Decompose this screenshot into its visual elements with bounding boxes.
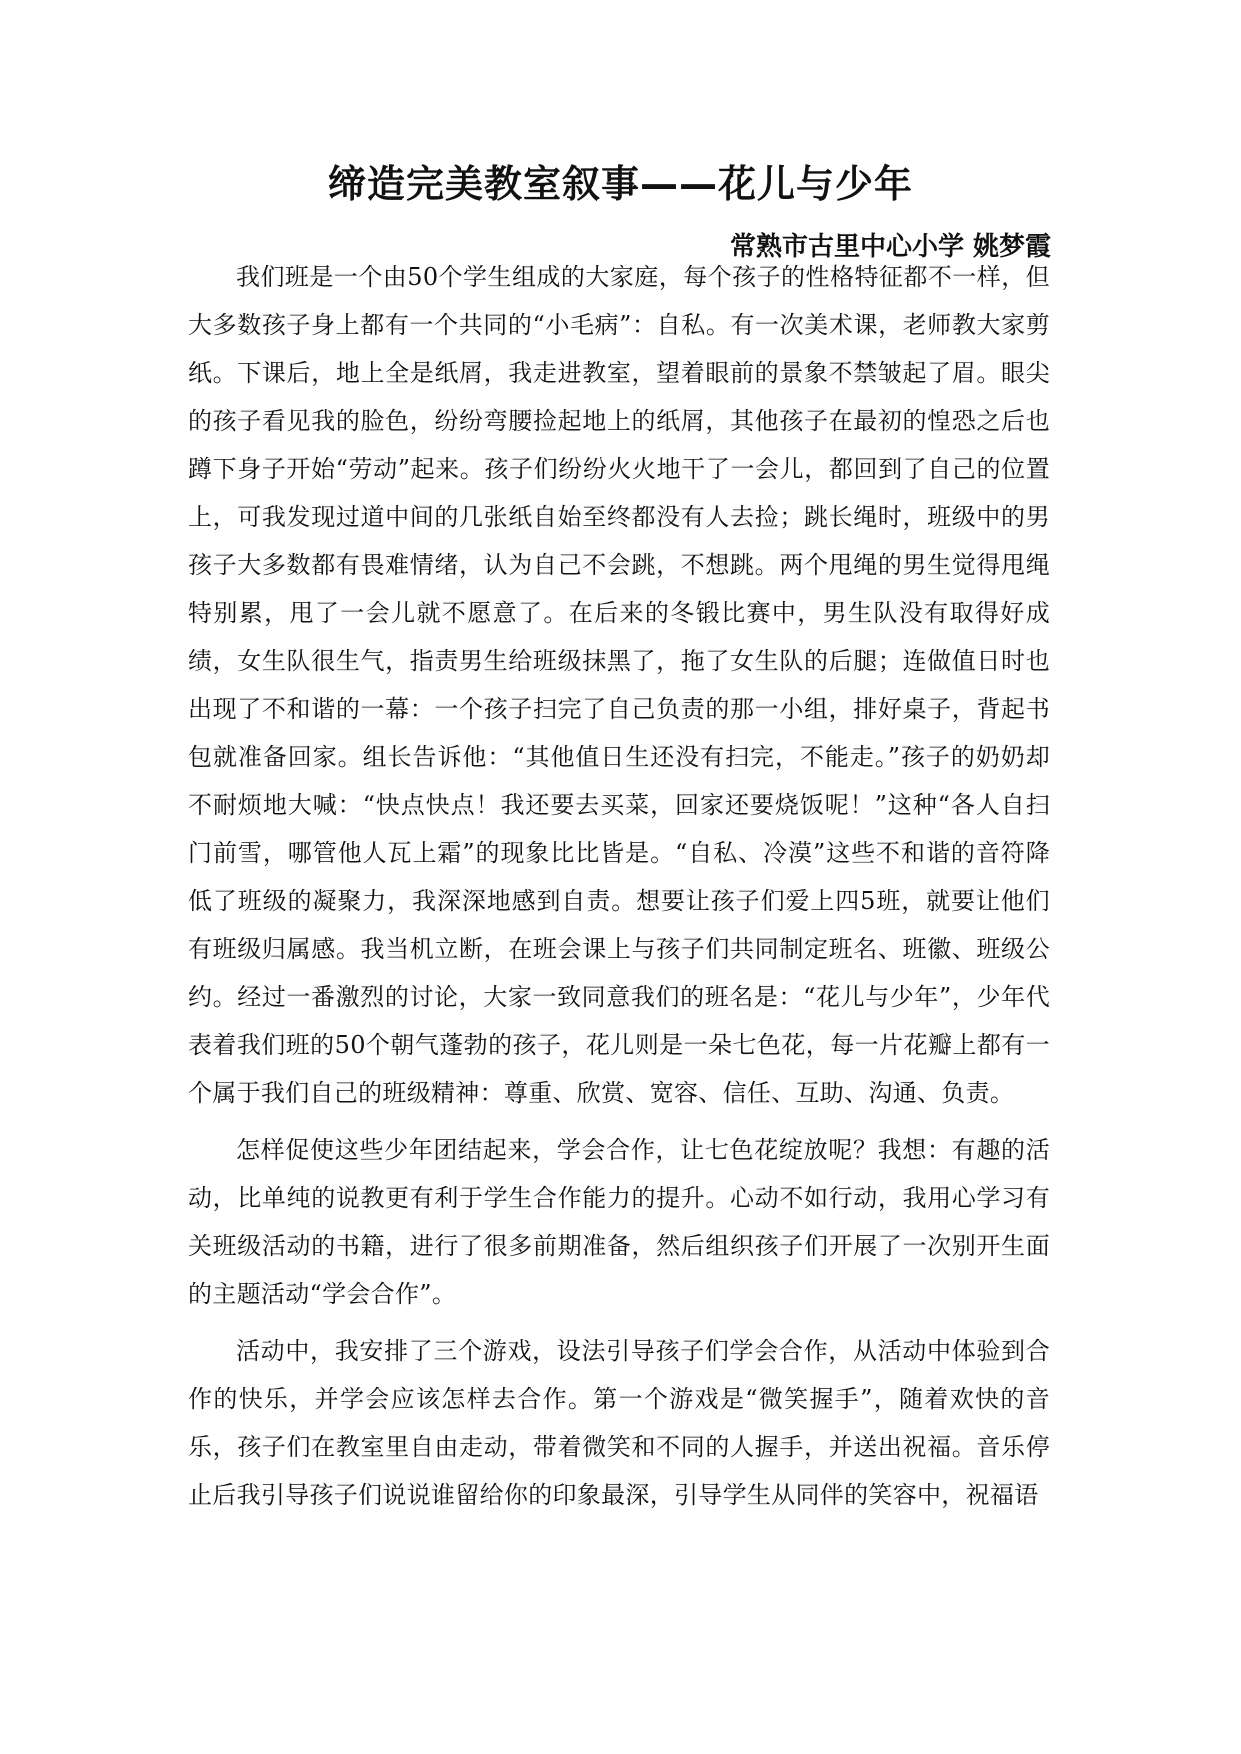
body-paragraph: 怎样促使这些少年团结起来，学会合作，让七色花绽放呢？我想：有趣的活动，比单纯的说教更有利于学生合作能力的提升。心动不如行动，我用心学习有关班级活动的书籍，进行了很多前期准备，然后组织孩子们开展了一次别开生面的主题活动“学会合作”。	[188, 1136, 1050, 1308]
author-line: 常熟市古里中心小学 姚梦霞	[729, 232, 1051, 262]
body-paragraph: 我们班是一个由50个学生组成的大家庭，每个孩子的性格特征都不一样，但大多数孩子身上都有一个共同的“小毛病”：自私。有一次美术课，老师教大家剪纸。下课后，地上全是纸屑，我走进教室，望着眼前的景象不禁皱起了眉。眼尖的孩子看见我的脸色，纷纷弯腰捡起地上的纸屑，其他孩子在最初的惶恐之后也蹲下身子开始“劳动”起来。孩子们纷纷火火地干了一会儿，都回到了自己的位置上，可我发现过道中间的几张纸自始至终都没有人去捡；跳长绳时，班级中的男孩子大多数都有畏难情绪，认为自己不会跳，不想跳。两个甩绳的男生觉得甩绳特别累，甩了一会儿就不愿意了。在后来的冬锻比赛中，男生队没有取得好成绩，女生队很生气，指责男生给班级抹黑了，拖了女生队的后腿；连做值日时也出现了不和谐的一幕：一个孩子扫完了自己负责的那一小组，排好桌子，背起书包就准备回家。组长告诉他：“其他值日生还没有扫完，不能走。”孩子的奶奶却不耐烦地大喊：“快点快点！我还要去买菜，回家还要烧饭呢！”这种“各人自扫门前雪，哪管他人瓦上霜”的现象比比皆是。“自私、冷漠”这些不和谐的音符降低了班级的凝聚力，我深深地感到自责。想要让孩子们爱上四5班，就要让他们有班级归属感。我当机立断，在班会课上与孩子们共同制定班名、班徽、班级公约。经过一番激烈的讨论，大家一致同意我们的班名是：“花儿与少年”，少年代表着我们班的50个朝气蓬勃的孩子，花儿则是一朵七色花，每一片花瓣上都有一个属于我们自己的班级精神：尊重、欣赏、宽容、信任、互助、沟通、负责。	[188, 263, 1050, 1107]
body-paragraph: 活动中，我安排了三个游戏，设法引导孩子们学会合作，从活动中体验到合作的快乐，并学会应该怎样去合作。第一个游戏是“微笑握手”，随着欢快的音乐，孩子们在教室里自由走动，带着微笑和不同的人握手，并送出祝福。音乐停止后我引导孩子们说说谁留给你的印象最深，引导学生从同伴的笑容中，祝福语	[188, 1337, 1050, 1509]
document-title: 缔造完美教室叙事——花儿与少年	[327, 162, 913, 206]
document-body	[188, 253, 1050, 1519]
